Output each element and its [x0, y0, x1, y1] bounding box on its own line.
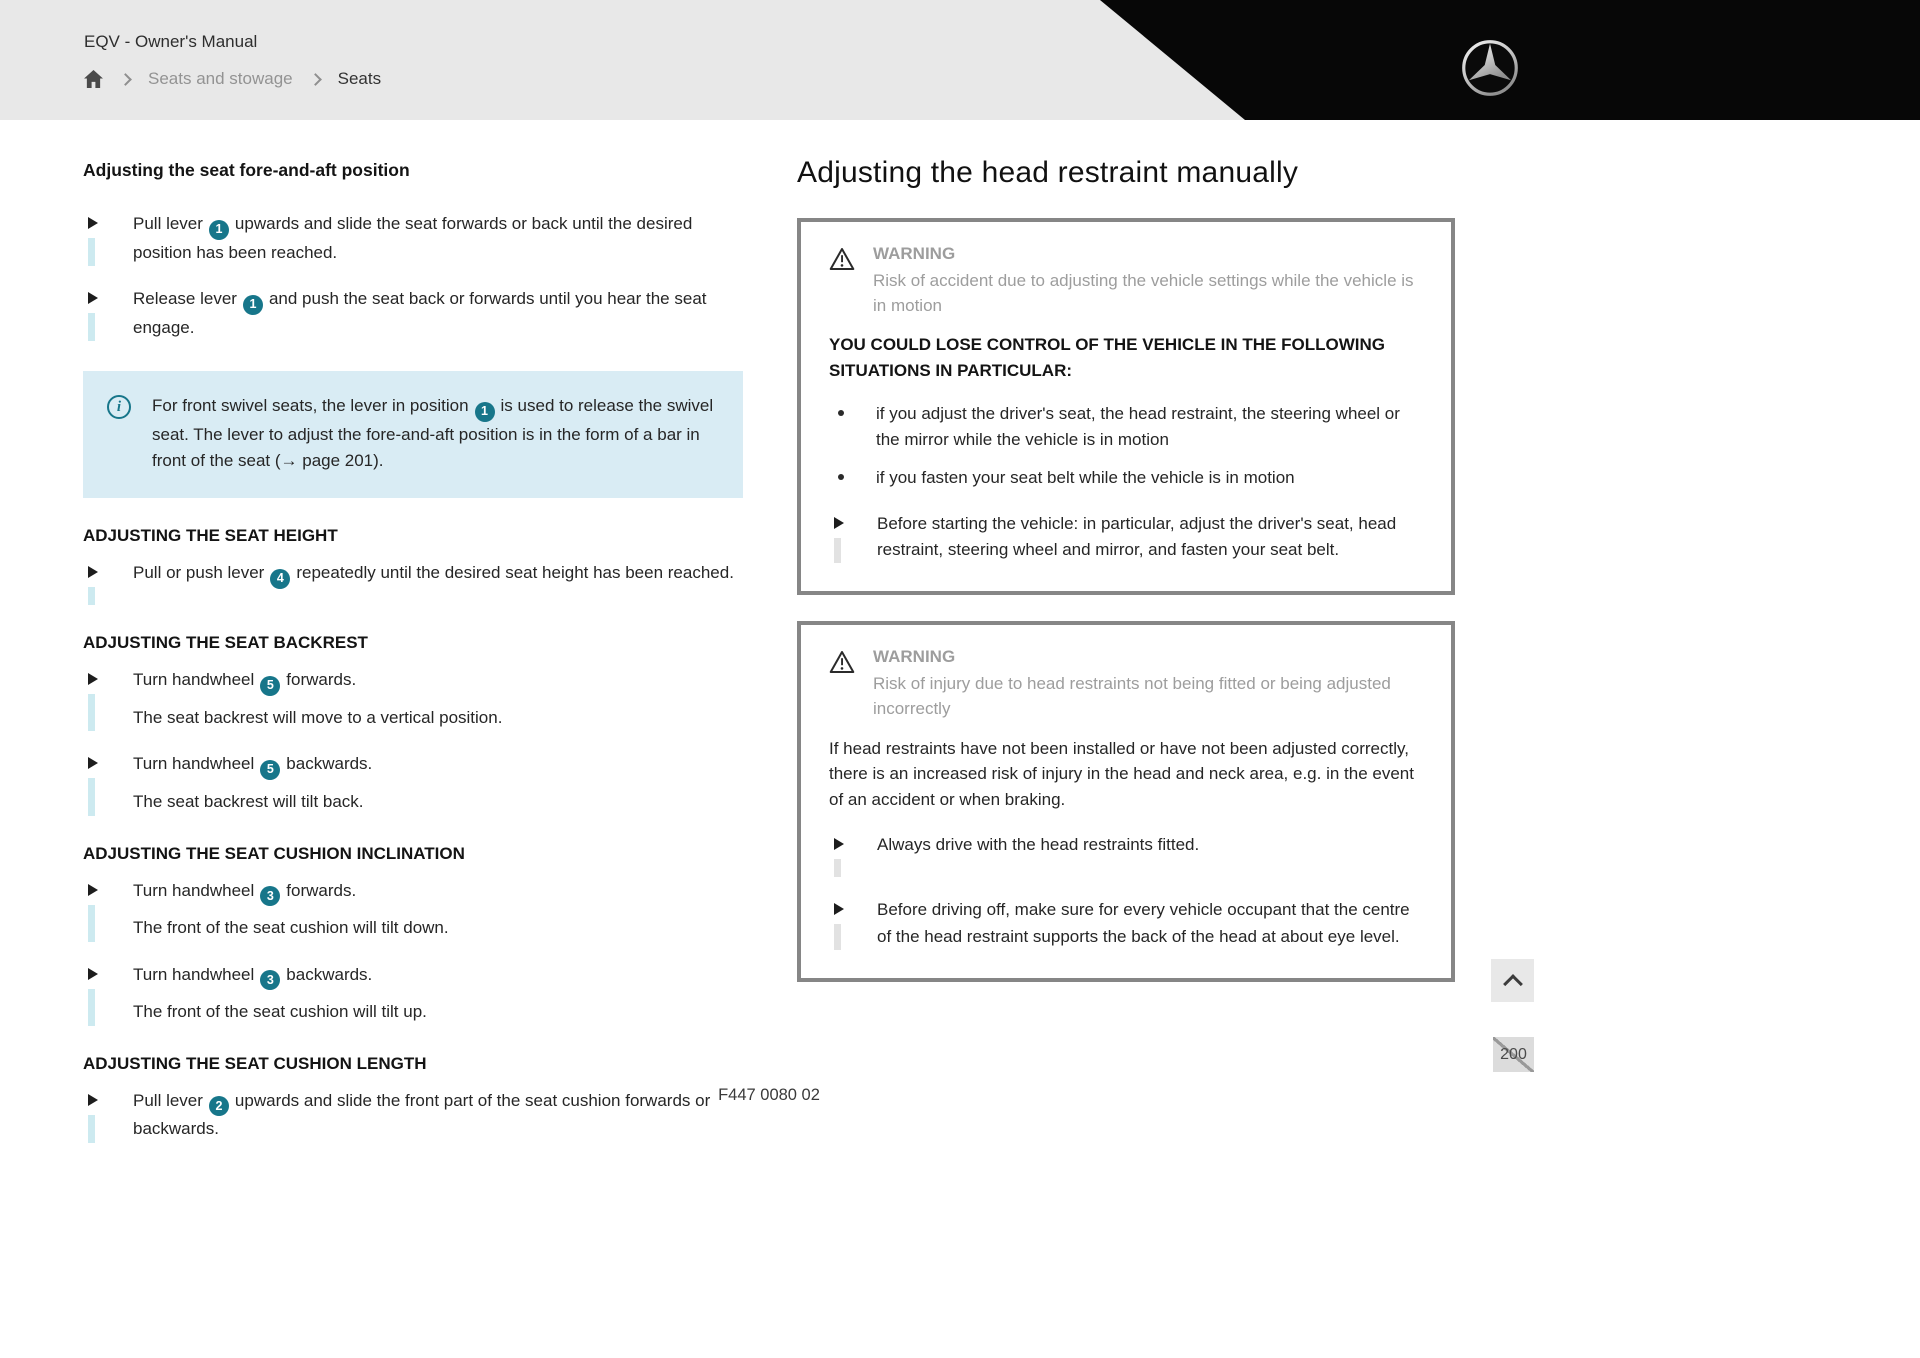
- text-segment: and push the seat back or forwards until you hear the seat engage.: [133, 289, 707, 337]
- callout-number-5: 5: [260, 676, 280, 696]
- accent-bar: [834, 924, 841, 950]
- text-segment: backwards.: [286, 964, 373, 984]
- instruction-item: [83, 211, 743, 266]
- text-segment: Release lever: [133, 289, 237, 309]
- app-title: EQV - Owner's Manual: [84, 32, 258, 51]
- left-column: [83, 160, 743, 1163]
- instruction-line: [133, 962, 743, 991]
- warning-box-accident: [797, 218, 1455, 595]
- accent-bar: [88, 989, 95, 1026]
- chevron-right-icon: [119, 73, 132, 86]
- callout-number-1: 1: [209, 220, 229, 240]
- instruction-marker: [829, 511, 877, 564]
- subsection-heading: ADJUSTING THE SEAT CUSHION LENGTH: [83, 1053, 427, 1073]
- warning-body-text: If head restraints have not been installed or have not been adjusted correctly, there is an increased risk of injury in the head and neck area, e.g. in the event of an accident or when braking.: [829, 738, 1414, 809]
- text-segment: Turn handwheel: [133, 754, 255, 774]
- page-title: Adjusting the head restraint manually: [797, 156, 1299, 189]
- result-text: The seat backrest will move to a vertical position.: [133, 708, 503, 728]
- instruction-marker: [83, 962, 133, 1026]
- callout-number-1: 1: [475, 402, 495, 422]
- warning-header: [829, 244, 1423, 318]
- bullet-icon: [838, 410, 844, 416]
- text-segment: Pull or push lever: [133, 563, 265, 583]
- instruction-line: [133, 878, 743, 907]
- instruction-text: [133, 211, 743, 266]
- text-segment: is used to release the swivel seat. The lever to adjust the fore-and-aft position is in the form of a bar in front of the seat (→ page 201).: [152, 396, 714, 471]
- arrow-right-triangle-icon: [88, 757, 98, 769]
- instruction-line: [133, 751, 743, 780]
- accent-bar: [88, 694, 95, 731]
- callout-number-2: 2: [209, 1096, 229, 1116]
- warning-triangle-icon: [829, 244, 855, 318]
- instruction-item: [83, 751, 743, 815]
- instruction-marker: [83, 878, 133, 942]
- instruction-item: [83, 286, 743, 341]
- warning-risk-text: Risk of accident due to adjusting the vehicle settings while the vehicle is in motion: [873, 271, 1414, 315]
- info-note-text: [152, 393, 717, 474]
- text-segment: For front swivel seats, the lever in position: [152, 396, 469, 416]
- instruction-text: Before driving off, make sure for every vehicle occupant that the centre of the head restraint supports the back of the head at about eye level.: [877, 900, 1410, 946]
- text-segment: repeatedly until the desired seat height has been reached.: [296, 563, 734, 583]
- callout-number-4: 4: [270, 569, 290, 589]
- instruction-item: [829, 832, 1423, 877]
- text-segment: upwards and slide the front part of the seat cushion forwards or backwards.: [133, 1090, 711, 1139]
- instruction-item: [83, 667, 743, 731]
- warning-label: WARNING: [873, 647, 956, 667]
- warning-bullet-item: [829, 401, 1423, 452]
- instruction-marker: [83, 667, 133, 731]
- warning-bullet-item: [829, 465, 1423, 491]
- breadcrumb-item-seats[interactable]: Seats: [337, 69, 382, 88]
- instruction-marker: [829, 832, 877, 877]
- result-text: The front of the seat cushion will tilt up.: [133, 1002, 427, 1022]
- instruction-item: [829, 511, 1423, 564]
- arrow-right-triangle-icon: [88, 968, 98, 980]
- warning-header: [829, 647, 1423, 721]
- breadcrumb: [84, 66, 381, 92]
- text-segment: backwards.: [286, 754, 373, 774]
- header: [0, 0, 1920, 120]
- accent-bar: [88, 1115, 95, 1143]
- text-segment: Turn handwheel: [133, 964, 255, 984]
- accent-bar: [88, 905, 95, 942]
- arrow-right-triangle-icon: [834, 838, 844, 850]
- instruction-item: [83, 878, 743, 942]
- accent-bar: [88, 313, 95, 341]
- chevron-up-icon: [1503, 974, 1523, 994]
- subsection-heading: ADJUSTING THE SEAT BACKREST: [83, 633, 368, 653]
- arrow-right-triangle-icon: [834, 517, 844, 529]
- arrow-right-triangle-icon: [88, 884, 98, 896]
- accent-bar: [834, 538, 841, 564]
- instruction-text: [133, 667, 743, 731]
- arrow-right-triangle-icon: [88, 292, 98, 304]
- instruction-text: [133, 286, 743, 341]
- instruction-item: [83, 962, 743, 1026]
- instruction-line: [133, 667, 743, 696]
- warning-header-text: [873, 647, 1423, 721]
- instruction-marker: [83, 286, 133, 341]
- arrow-right-triangle-icon: [88, 566, 98, 578]
- page-number-badge: 200: [1493, 1037, 1534, 1072]
- instruction-item: [829, 897, 1423, 950]
- instruction-marker: [83, 211, 133, 266]
- callout-number-1: 1: [243, 295, 263, 315]
- breadcrumb-item-seats-and-stowage[interactable]: Seats and stowage: [148, 69, 293, 88]
- arrow-right-triangle-icon: [834, 903, 844, 915]
- instruction-text: [133, 560, 743, 605]
- instruction-text: [133, 878, 743, 942]
- accent-bar: [834, 859, 841, 877]
- warning-triangle-icon: [829, 647, 855, 721]
- instruction-marker: [829, 897, 877, 950]
- section-title: Adjusting the seat fore-and-aft position: [83, 160, 410, 180]
- bullet-text: if you adjust the driver's seat, the head restraint, the steering wheel or the mirror while the vehicle is in motion: [876, 404, 1400, 449]
- callout-number-5: 5: [260, 760, 280, 780]
- instruction-text: Before starting the vehicle: in particular, adjust the driver's seat, head restraint, steering wheel and mirror, and fasten your seat belt.: [877, 513, 1397, 560]
- warning-header-text: [873, 244, 1423, 318]
- figure-reference: F447 0080 02: [718, 1086, 820, 1104]
- instruction-text: Always drive with the head restraints fitted.: [877, 835, 1200, 855]
- result-text: The front of the seat cushion will tilt down.: [133, 918, 449, 938]
- subsection-heading: ADJUSTING THE SEAT HEIGHT: [83, 526, 338, 546]
- instruction-item: [83, 560, 743, 605]
- instruction-marker: [83, 751, 133, 815]
- warning-emphasis-text: YOU COULD LOSE CONTROL OF THE VEHICLE IN THE FOLLOWING SITUATIONS IN PARTICULAR:: [829, 335, 1385, 380]
- instruction-text: [133, 962, 743, 1026]
- text-segment: Turn handwheel: [133, 670, 255, 690]
- mercedes-benz-star-logo: [1460, 38, 1520, 98]
- info-note: [83, 371, 743, 498]
- instruction-marker: [83, 560, 133, 605]
- warning-risk-text: Risk of injury due to head restraints not being fitted or being adjusted incorrectly: [873, 674, 1391, 719]
- text-segment: upwards and slide the seat forwards or back until the desired position has been reached.: [133, 214, 693, 262]
- scroll-to-top-button[interactable]: [1491, 959, 1534, 1002]
- text-segment: forwards.: [286, 670, 357, 690]
- result-text: The seat backrest will tilt back.: [133, 792, 364, 812]
- accent-bar: [88, 238, 95, 266]
- arrow-right-triangle-icon: [88, 217, 98, 229]
- subsection-heading: ADJUSTING THE SEAT CUSHION INCLINATION: [83, 843, 465, 863]
- text-segment: Turn handwheel: [133, 880, 255, 900]
- arrow-right-triangle-icon: [88, 673, 98, 685]
- warning-box-head-restraints: [797, 621, 1455, 981]
- home-icon[interactable]: [84, 70, 103, 88]
- right-column: [797, 156, 1455, 1008]
- callout-number-3: 3: [260, 886, 280, 906]
- accent-bar: [88, 587, 95, 605]
- bullet-icon: [838, 474, 844, 480]
- accent-bar: [88, 778, 95, 815]
- text-segment: Pull lever: [133, 1090, 203, 1110]
- chevron-right-icon: [309, 73, 322, 86]
- callout-number-3: 3: [260, 970, 280, 990]
- text-segment: forwards.: [286, 880, 357, 900]
- warning-label: WARNING: [873, 244, 956, 263]
- info-circle-icon: i: [107, 395, 131, 419]
- text-segment: Pull lever: [133, 214, 203, 233]
- bullet-text: if you fasten your seat belt while the vehicle is in motion: [876, 468, 1295, 488]
- instruction-text: [133, 751, 743, 815]
